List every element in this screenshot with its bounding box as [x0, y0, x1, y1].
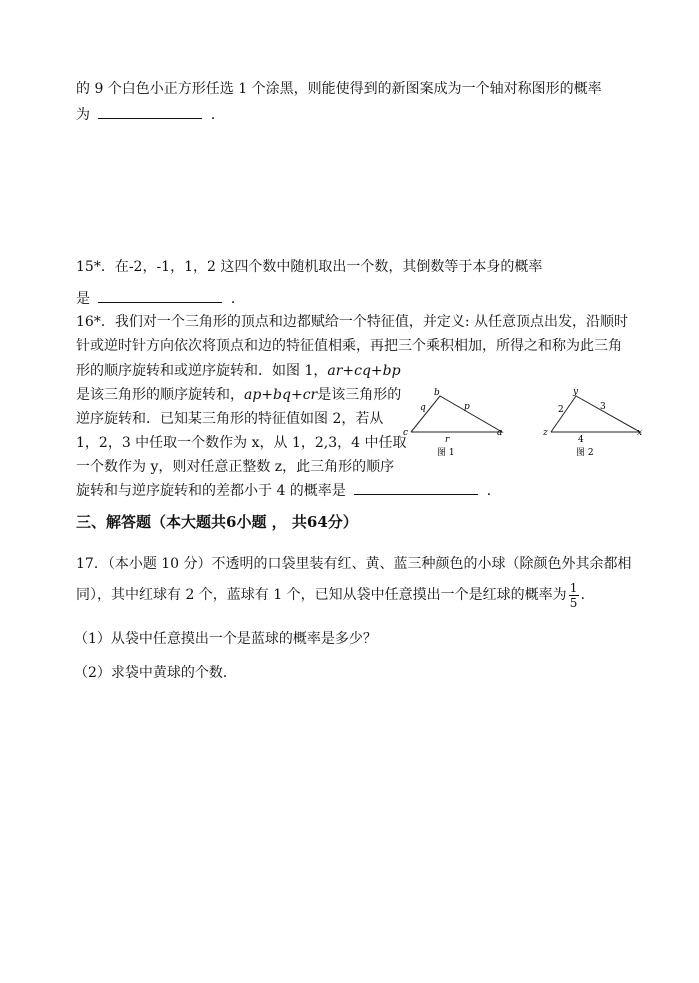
- q16-line1: 16*．我们对一个三角形的顶点和边都赋给一个特征值，并定义: 从任意顶点出发，沿顺时: [76, 314, 628, 330]
- q15-line2: [76, 290, 245, 308]
- figure-1-vertex-c: c: [403, 428, 409, 438]
- figure-1-side-r: r: [445, 435, 450, 445]
- q16-line5: 逆序旋转和．已知某三角形的特征值如图 2，若从: [76, 411, 384, 427]
- q16-answer-blank: [354, 482, 478, 495]
- figure-1-side-q: q: [420, 403, 426, 413]
- q14-line2: [76, 106, 225, 124]
- fraction-numerator: 1: [569, 580, 578, 595]
- section-3-heading: 三、解答题（本大题共6小题 ， 共64分）: [76, 513, 358, 531]
- figure-2-side-4: 4: [578, 435, 584, 445]
- q17-line2-suffix: ．: [580, 587, 595, 603]
- q17-line1: 17．（本小题 10 分）不透明的口袋里装有红、黄、蓝三种颜色的小球（除颜色外其余都相: [76, 556, 632, 572]
- q16-line3: [76, 362, 401, 380]
- figure-1-outline: [411, 396, 502, 432]
- q16-line4-suffix: 是该三角形的: [317, 387, 402, 403]
- q16-line3-text: 形的顺序旋转和或逆序旋转和．如图 1，: [76, 363, 328, 379]
- figure-1-side-p: p: [464, 402, 470, 412]
- q16-line8-suffix: ．: [486, 483, 501, 499]
- q15-line1: 15*．在-2，-1，1，2 这四个数中随机取出一个数，其倒数等于本身的概率: [76, 259, 543, 275]
- q16-line6: 1，2，3 中任取一个数作为 x，从 1，2,3，4 中任取: [76, 435, 407, 451]
- q15-suffix: ．: [230, 291, 245, 307]
- figure-2-side-3: 3: [600, 402, 606, 412]
- figure-2-vertex-y: y: [573, 387, 579, 397]
- q16-line8-text: 旋转和与逆序旋转和的差都小于 4 的概率是: [76, 483, 346, 499]
- q17-line2: [76, 581, 595, 609]
- figure-2-vertex-z: z: [543, 428, 548, 438]
- fraction-denominator: 5: [569, 595, 578, 610]
- q17-sub-question-2: （2）求袋中黄球的个数．: [74, 665, 237, 681]
- q16-expr-counter: ap+bq+cr: [244, 387, 318, 403]
- figure-1-vertex-b: b: [434, 388, 440, 398]
- q17-sub-question-1: （1）从袋中任意摸出一个是蓝球的概率是多少？: [74, 631, 377, 647]
- q14-line1: 的 9 个白色小正方形任选 1 个涂黑，则能使得到的新图案成为一个轴对称图形的概率: [76, 81, 602, 97]
- q17-line2-text: 同），其中红球有 2 个，蓝球有 1 个，已知从袋中任意摸出一个是红球的概率为: [76, 587, 567, 603]
- probability-fraction: [569, 582, 579, 609]
- figure-1-vertex-a: a: [497, 428, 503, 438]
- q16-line4-text: 是该三角形的顺序旋转和，: [76, 387, 244, 403]
- q15-prefix: 是: [76, 291, 90, 307]
- figure-2-side-2: 2: [558, 405, 564, 415]
- q15-answer-blank: [98, 290, 222, 303]
- q14-suffix: ．: [210, 107, 225, 123]
- q16-line4: [76, 386, 401, 404]
- q14-prefix: 为: [76, 107, 90, 123]
- figure-1-triangle: [398, 384, 510, 460]
- q16-line8: [76, 482, 501, 500]
- figure-2-triangle: [538, 384, 648, 460]
- figure-2-outline: [551, 396, 640, 432]
- figure-1-caption: 图 1: [437, 448, 455, 458]
- q14-answer-blank: [98, 106, 202, 119]
- q16-expr-clockwise: ar+cq+bp: [327, 363, 401, 379]
- q16-line7: 一个数作为 y，则对任意正整数 z，此三角形的顺序: [76, 459, 395, 475]
- q16-line2: 针或逆时针方向依次将顶点和边的特征值相乘，再把三个乘积相加，所得之和称为此三角: [76, 338, 622, 354]
- figure-2-vertex-x: x: [637, 428, 643, 438]
- figure-2-caption: 图 2: [576, 448, 594, 458]
